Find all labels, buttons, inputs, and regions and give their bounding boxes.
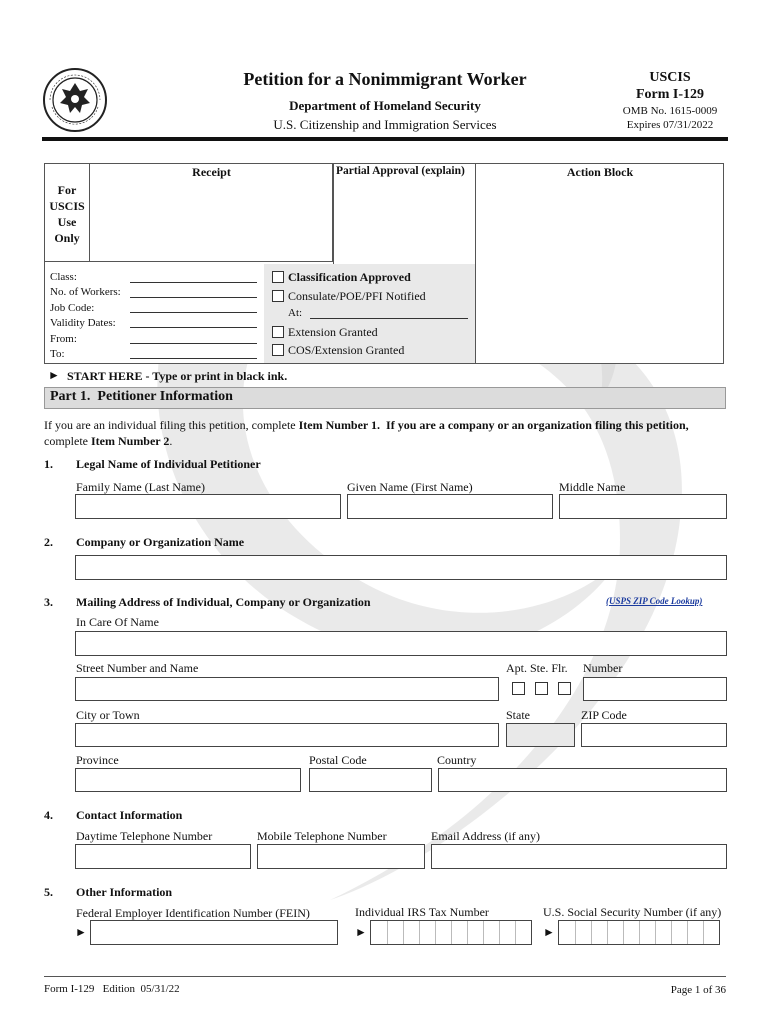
city-input[interactable] — [75, 723, 499, 747]
province-label: Province — [76, 753, 119, 767]
class-label: Class: — [50, 271, 77, 283]
for-uscis-use-only — [44, 163, 90, 262]
item2-number: 2. — [44, 535, 53, 549]
apt-label: Apt. — [506, 661, 527, 675]
intro-text-d: complete — [44, 434, 91, 448]
validity-dates-label: Validity Dates: — [50, 317, 116, 330]
receipt-label: Receipt — [192, 165, 231, 179]
workers-label: No. of Workers: — [50, 286, 121, 299]
action-block-label: Action Block — [566, 165, 634, 179]
usps-zip-lookup-link[interactable]: (USPS ZIP Code Lookup) — [606, 596, 703, 606]
ste-label: Ste. — [530, 661, 549, 675]
department-name: Department of Homeland Security — [289, 98, 481, 113]
street-label: Street Number and Name — [76, 661, 199, 675]
form-title: Petition for a Nonimmigrant Worker — [243, 69, 527, 89]
form-number: Form I-129 — [635, 87, 705, 102]
state-label: State — [506, 708, 530, 722]
start-here-arrow-icon: ► — [48, 368, 60, 382]
partial-approval-label: Partial Approval (explain) — [336, 165, 465, 177]
item1-number: 1. — [44, 457, 53, 471]
item1-title: Legal Name of Individual Petitioner — [76, 457, 261, 471]
header-rule — [42, 137, 728, 141]
given-name-label: Given Name (First Name) — [347, 480, 473, 494]
country-label: Country — [437, 753, 477, 767]
item4-title: Contact Information — [76, 808, 183, 822]
from-line[interactable] — [130, 343, 257, 344]
consulate-notified-checkbox[interactable] — [272, 290, 284, 302]
given-name-input[interactable] — [347, 494, 553, 519]
expiration-date: Expires 07/31/2022 — [626, 119, 714, 131]
middle-name-input[interactable] — [559, 494, 727, 519]
mobile-phone-label: Mobile Telephone Number — [257, 829, 387, 843]
omb-number: OMB No. 1615-0009 — [622, 105, 718, 117]
family-name-label: Family Name (Last Name) — [76, 480, 205, 494]
classification-approved-label: Classification Approved — [288, 270, 411, 284]
only-text: Only — [54, 231, 80, 245]
fein-input[interactable] — [90, 920, 338, 945]
company-name-input[interactable] — [75, 555, 727, 580]
zip-label: ZIP Code — [581, 708, 627, 722]
footer-page-number: Page 1 of 36 — [670, 984, 726, 996]
from-label: From: — [50, 332, 77, 345]
ssn-label: U.S. Social Security Number (if any) — [543, 905, 722, 919]
ssn-arrow-icon: ► — [543, 925, 555, 939]
family-name-input[interactable] — [75, 494, 341, 519]
at-line[interactable] — [310, 318, 468, 319]
city-label: City or Town — [76, 708, 140, 722]
apt-ste-flr-label — [506, 661, 568, 676]
consulate-notified-label: Consulate/POE/PFI Notified — [288, 289, 426, 303]
in-care-of-label: In Care Of Name — [76, 615, 159, 629]
agency-name: U.S. Citizenship and Immigration Services — [273, 117, 497, 132]
workers-line[interactable] — [130, 297, 257, 298]
for-text: For — [57, 183, 77, 197]
start-here-instruction: START HERE - Type or print in black ink. — [67, 369, 288, 383]
postal-code-input[interactable] — [309, 768, 432, 792]
unit-number-label: Number — [583, 661, 623, 675]
footer-rule — [44, 976, 726, 977]
uscis-label: USCIS — [649, 70, 691, 85]
dhs-seal-icon — [42, 67, 108, 133]
apt-checkbox[interactable] — [512, 682, 525, 695]
ste-checkbox[interactable] — [535, 682, 548, 695]
at-label: At: — [288, 307, 303, 319]
classification-approved-checkbox[interactable] — [272, 271, 284, 283]
to-line[interactable] — [130, 358, 257, 359]
daytime-phone-input[interactable] — [75, 844, 251, 869]
cos-extension-granted-label: COS/Extension Granted — [288, 343, 405, 357]
daytime-phone-label: Daytime Telephone Number — [76, 829, 213, 843]
extension-granted-label: Extension Granted — [288, 325, 378, 339]
fein-label: Federal Employer Identification Number (FEIN) — [76, 906, 310, 920]
fein-arrow-icon: ► — [75, 925, 87, 939]
validity-line[interactable] — [130, 327, 257, 328]
item3-title: Mailing Address of Individual, Company or Organization — [76, 595, 371, 609]
item5-number: 5. — [44, 885, 53, 899]
part1-title: Part 1. Petitioner Information — [50, 389, 233, 404]
irs-tax-input[interactable] — [370, 920, 532, 945]
class-line[interactable] — [130, 282, 257, 283]
street-input[interactable] — [75, 677, 499, 701]
irs-tax-label: Individual IRS Tax Number — [355, 905, 489, 919]
to-label: To: — [50, 348, 65, 361]
cos-extension-granted-checkbox[interactable] — [272, 344, 284, 356]
flr-label: Flr. — [551, 661, 568, 675]
item4-number: 4. — [44, 808, 53, 822]
country-input[interactable] — [438, 768, 727, 792]
email-label: Email Address (if any) — [431, 829, 540, 843]
province-input[interactable] — [75, 768, 301, 792]
irs-arrow-icon: ► — [355, 925, 367, 939]
in-care-of-input[interactable] — [75, 631, 727, 656]
item5-title: Other Information — [76, 885, 173, 899]
zip-input[interactable] — [581, 723, 727, 747]
footer-edition: Form I-129 Edition 05/31/22 — [44, 983, 180, 995]
state-select[interactable] — [506, 723, 575, 747]
job-code-label: Job Code: — [50, 301, 95, 314]
part1-instructions — [44, 417, 734, 449]
class-fields — [50, 270, 121, 362]
intro-text-a: If you are an individual filing this petition, complete — [44, 418, 299, 432]
ssn-input[interactable] — [558, 920, 720, 945]
intro-period: . — [169, 434, 173, 448]
mobile-phone-input[interactable] — [257, 844, 425, 869]
middle-name-label: Middle Name — [559, 480, 626, 494]
item3-number: 3. — [44, 595, 53, 609]
extension-granted-checkbox[interactable] — [272, 326, 284, 338]
intro-text-c: If you are a company or an organization filing this petition, — [380, 418, 689, 432]
intro-item1: Item Number 1. — [298, 418, 381, 432]
item2-title: Company or Organization Name — [76, 535, 245, 549]
unit-number-input[interactable] — [583, 677, 727, 701]
flr-checkbox[interactable] — [558, 682, 571, 695]
job-code-line[interactable] — [130, 312, 257, 313]
use-text: Use — [57, 215, 77, 229]
postal-code-label: Postal Code — [309, 753, 367, 767]
uscis-text: USCIS — [49, 199, 85, 213]
intro-item2: Item Number 2 — [90, 434, 170, 448]
email-input[interactable] — [431, 844, 727, 869]
